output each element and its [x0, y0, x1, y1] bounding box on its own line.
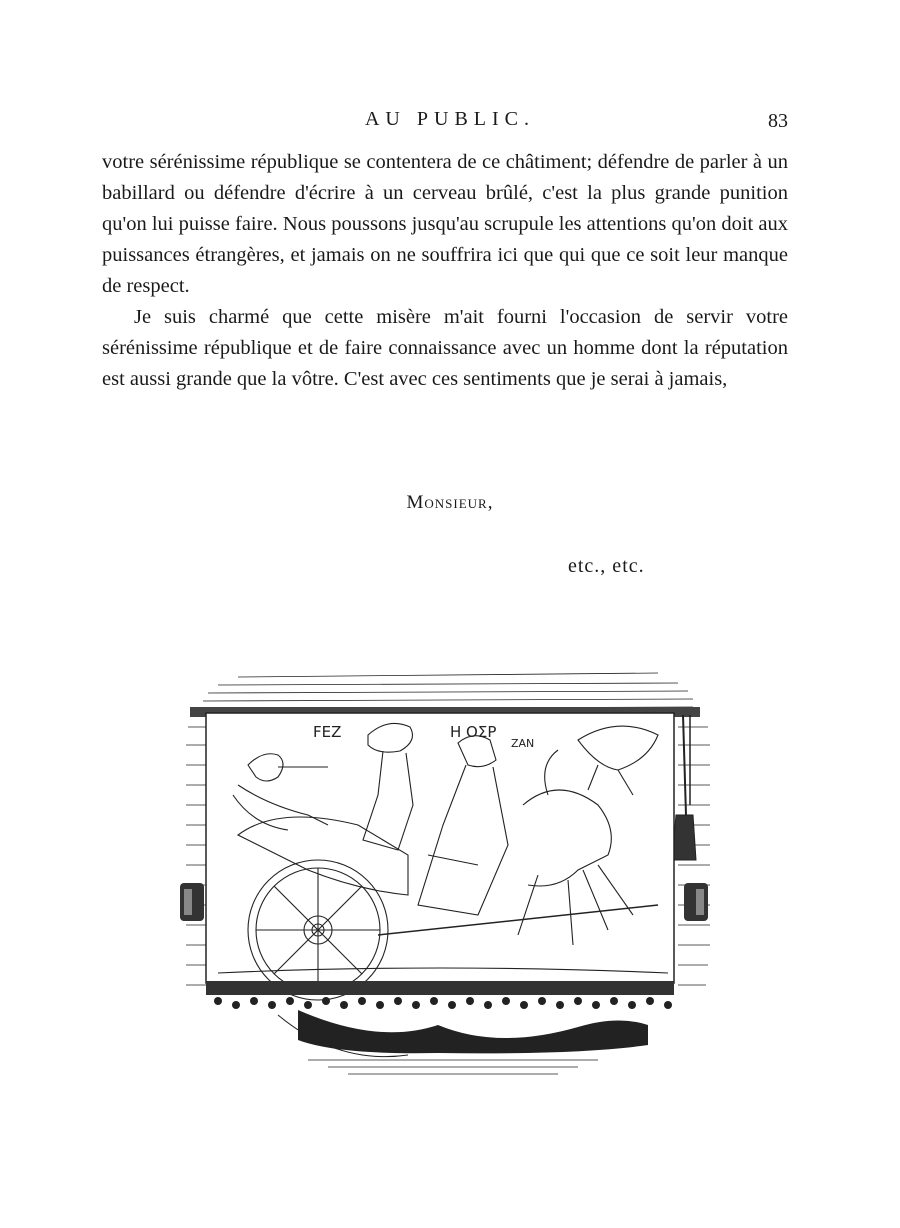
- tassel: [672, 715, 696, 860]
- lower-hatching: [308, 1060, 598, 1074]
- scroll-knob-left: [180, 883, 204, 921]
- scene-panel: [206, 713, 674, 983]
- inscription-right: H OΣP: [450, 723, 497, 741]
- running-head: [0, 108, 900, 134]
- fringe-border: [206, 981, 674, 1057]
- paragraph-2: Je suis charmé que cette misère m'ait fourni l'occasion de servir votre sérénissime république et de faire connaissance avec un homme dont la réputation est aussi grande que la vôtre. C'est avec ces sentiments que je serai à jamais,: [102, 306, 788, 390]
- page-number: 83: [768, 110, 788, 132]
- running-title: AU PUBLIC.: [364, 108, 535, 130]
- letter-salutation: Monsieur,: [406, 492, 494, 513]
- chariot-engraving-vignette: [178, 655, 718, 1085]
- inscription-left: FEZ: [313, 723, 342, 741]
- scroll-knob-right: [684, 883, 708, 921]
- paragraph-1: votre sérénissime république se contentera de ce châtiment; défendre de parler à un babillard ou défendre d'écrire à un cerveau brûlé, c'est la plus grande punition qu'on lui puisse faire. Nous poussons jusqu'au scrupule les attentions qu'on doit aux puissances étrangères, et jamais on ne souffrira ici que qui que ce soit leur manque de respect.: [102, 151, 788, 297]
- body-text: [102, 147, 788, 395]
- letter-closing: etc., etc.: [568, 555, 645, 577]
- inscription-sub: ZAN: [511, 737, 535, 750]
